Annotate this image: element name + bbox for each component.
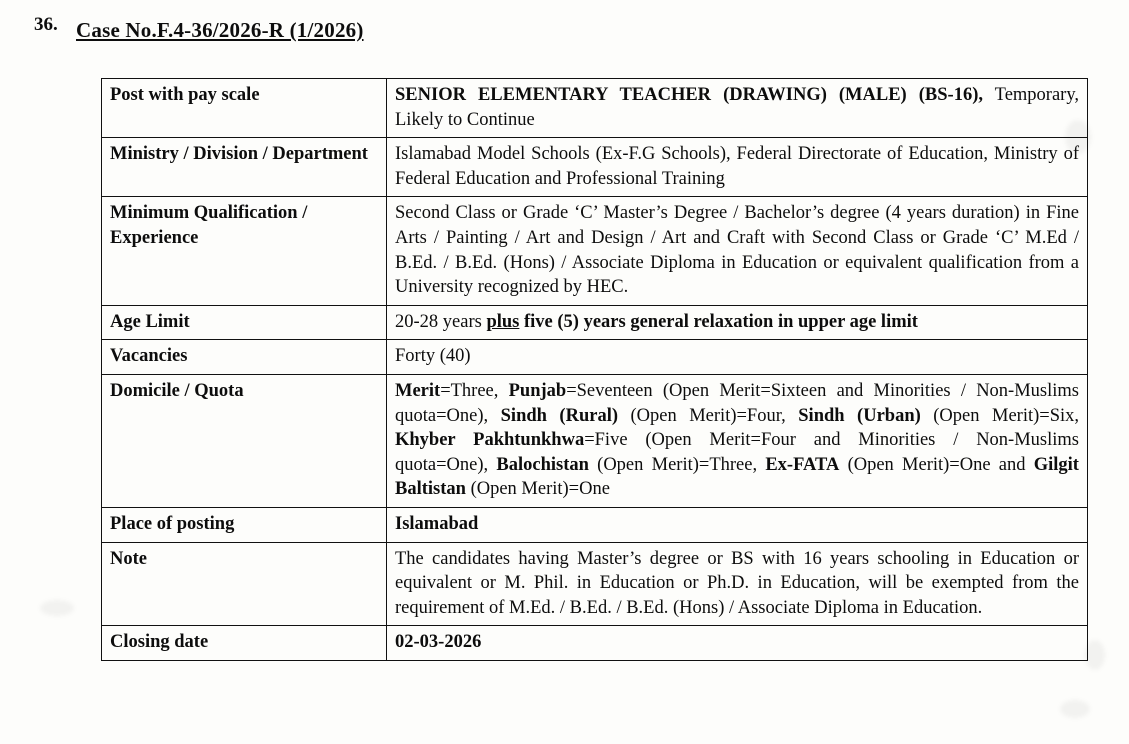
quota-segment-7: (Open Merit)=Six,: [920, 405, 1080, 426]
row-label-age-limit: Age Limit: [102, 305, 387, 340]
post-title-rest: Temporary, Likely to Continue: [395, 85, 1079, 130]
row-label-vacancies: Vacancies: [102, 340, 387, 375]
row-value-vacancies: Forty (40): [387, 340, 1088, 375]
quota-segment-15: (Open Merit)=One: [465, 479, 610, 500]
row-value-closing-date: [387, 626, 1088, 661]
row-label-closing-date: Closing date: [102, 626, 387, 661]
quota-segment-10: Balochistan: [496, 454, 589, 475]
table-row: [102, 507, 1088, 542]
quota-segment-6: Sindh (Urban): [798, 405, 921, 426]
row-value-minimum-qualification-experience: Second Class or Grade ‘C’ Master’s Degree / Bachelor’s degree (4 years duration) in Fine Arts / Painting / Art and Design / Art and Craft with Second Class or Grade ‘C’ M.Ed / B.Ed. / B.Ed. (Hons) / Associate Diploma in Education or equivalent qualification from a University recognized by HEC.: [387, 197, 1088, 305]
quota-segment-1: =Three,: [440, 380, 509, 401]
row-label-minimum-qualification-experience: Minimum Qualification / Experience: [102, 197, 387, 305]
row-label-ministry-division-department: Ministry / Division / Department: [102, 138, 387, 197]
quota-segment-14: Gilgit Baltistan: [395, 454, 1079, 500]
row-value-post-with-pay-scale: [387, 79, 1088, 138]
row-label-domicile-quota: Domicile / Quota: [102, 374, 387, 507]
quota-segment-9: =Five (Open Merit=Four and Minorities / Non-Muslims quota=One),: [395, 430, 1079, 475]
quota-segment-3: =Seventeen (Open Merit=Sixteen and Minorities / Non-Muslims quota=One),: [395, 380, 1079, 426]
row-value-note: The candidates having Master’s degree or BS with 16 years schooling in Education or equivalent or M. Phil. in Education or Ph.D. in Education, will be exempted from the requirement of M.Ed. / B.Ed. / B.Ed. (Hons) / Associate Diploma in Education.: [387, 542, 1088, 626]
table-row: [102, 305, 1088, 340]
age-limit-prefix: 20-28 years: [395, 311, 487, 332]
quota-segment-4: Sindh (Rural): [500, 405, 619, 426]
quota-segment-13: (Open Merit)=One and: [839, 454, 1034, 475]
quota-segment-2: Punjab: [508, 380, 567, 401]
quota-segment-8: Khyber Pakhtunkhwa: [395, 430, 585, 451]
scan-artifact: [1085, 640, 1105, 670]
row-value-place-of-posting: [387, 507, 1088, 542]
table-row: [102, 79, 1088, 138]
age-limit-plus: plus: [486, 311, 520, 332]
closing-date-value: 02-03-2026: [395, 632, 482, 653]
row-label-place-of-posting: Place of posting: [102, 507, 387, 542]
case-heading: Case No.F.4-36/2026-R (1/2026): [76, 18, 364, 42]
scan-artifact: [1060, 700, 1090, 718]
post-title-bold: SENIOR ELEMENTARY TEACHER (DRAWING) (MALE) (BS-16),: [395, 85, 983, 105]
item-number: 36.: [34, 14, 58, 35]
quota-segment-0: Merit: [395, 380, 441, 401]
table-row: [102, 374, 1088, 507]
quota-segment-5: (Open Merit)=Four,: [618, 405, 799, 426]
row-value-age-limit: [387, 305, 1088, 340]
place-of-posting-value: Islamabad: [395, 513, 479, 534]
table-row: [102, 340, 1088, 375]
row-label-note: Note: [102, 542, 387, 626]
table-row: [102, 197, 1088, 305]
quota-segment-11: (Open Merit)=Three,: [588, 454, 766, 475]
scan-artifact: [40, 600, 74, 616]
age-limit-relaxation: five (5) years general relaxation in upper age limit: [519, 311, 918, 332]
row-value-domicile-quota: [387, 374, 1088, 507]
vacancy-details-table: [101, 78, 1088, 661]
table-row: [102, 626, 1088, 661]
quota-segment-12: Ex-FATA: [765, 454, 840, 475]
table-row: [102, 138, 1088, 197]
table-row: [102, 542, 1088, 626]
row-label-post-with-pay-scale: Post with pay scale: [102, 79, 387, 138]
row-value-ministry-division-department: Islamabad Model Schools (Ex-F.G Schools), Federal Directorate of Education, Ministry of Federal Education and Professional Training: [387, 138, 1088, 197]
